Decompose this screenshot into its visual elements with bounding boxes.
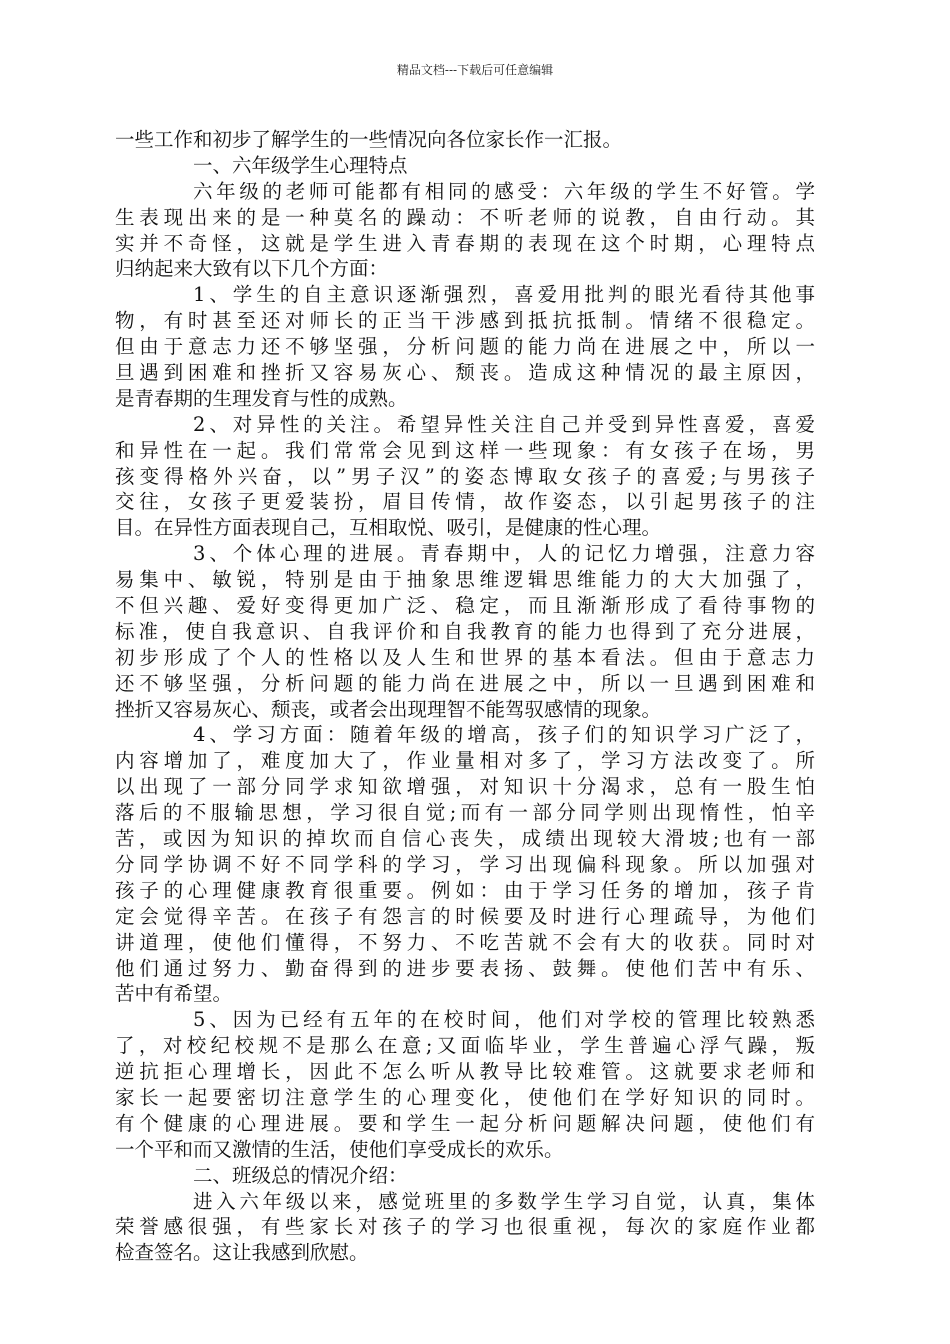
text-line: 检查签名。这让我感到欣慰。	[115, 1241, 369, 1265]
text-line: 家长一起要密切注意学生的心理变化，使他们在学好知识的同时。	[115, 1085, 815, 1109]
text-line: 5、因为已经有五年的在校时间，他们对学校的管理比较熟悉	[193, 1008, 815, 1032]
text-line: 有个健康的心理进展。要和学生一起分析问题解决问题，使他们有	[115, 1111, 815, 1135]
text-line: 落后的不服输思想，学习很自觉;而有一部分同学则出现惰性，怕辛	[115, 801, 815, 825]
text-line: 以出现了一部分同学求知欲增强，对知识十分渴求，总有一股生怕	[115, 775, 815, 799]
text-line: 挫折又容易灰心、颓丧，或者会出现理智不能驾驭感情的现象。	[115, 697, 662, 721]
text-line: 逆抗拒心理增长，因此不怎么听从教导比较难管。这就要求老师和	[115, 1060, 815, 1084]
text-line: 初步形成了个人的性格以及人生和世界的基本看法。但由于意志力	[115, 645, 815, 669]
text-line: 实并不奇怪，这就是学生进入青春期的表现在这个时期，心理特点	[115, 231, 815, 255]
text-line: 易集中、敏锐，特别是由于抽象思维逻辑思维能力的大大加强了，	[115, 568, 815, 592]
text-line: 1、学生的自主意识逐渐强烈，喜爱用批判的眼光看待其他事	[193, 283, 815, 307]
text-line: 是青春期的生理发育与性的成熟。	[115, 386, 408, 410]
text-line: 二、班级总的情况介绍：	[193, 1163, 408, 1187]
text-line: 苦中有希望。	[115, 982, 233, 1006]
text-line: 但由于意志力还不够坚强，分析问题的能力尚在进展之中，所以一	[115, 335, 815, 359]
text-line: 孩变得格外兴奋，以”男子汉”的姿态博取女孩子的喜爱;与男孩子	[115, 464, 815, 488]
text-line: 不但兴趣、爱好变得更加广泛、稳定，而且渐渐形成了看待事物的	[115, 594, 815, 618]
page-header: 精品文档---下载后可任意编辑	[396, 63, 554, 77]
text-line: 一个平和而又激情的生活，使他们享受成长的欢乐。	[115, 1137, 564, 1161]
text-line: 还不够坚强，分析问题的能力尚在进展之中，所以一旦遇到困难和	[115, 671, 815, 695]
text-line: 讲道理，使他们懂得，不努力、不吃苦就不会有大的收获。同时对	[115, 930, 815, 954]
text-line: 分同学协调不好不同学科的学习，学习出现偏科现象。所以加强对	[115, 852, 815, 876]
text-line: 4、学习方面：随着年级的增高，孩子们的知识学习广泛了，	[193, 723, 815, 747]
text-line: 一些工作和初步了解学生的一些情况向各位家长作一汇报。	[115, 128, 623, 151]
text-line: 目。在异性方面表现自己，互相取悦、吸引，是健康的性心理。	[115, 516, 662, 540]
text-line: 内容增加了，难度加大了，作业量相对多了，学习方法改变了。所	[115, 749, 815, 773]
text-line: 生表现出来的是一种莫名的躁动：不听老师的说教，自由行动。其	[115, 205, 815, 229]
text-line: 了，对校纪校规不是那么在意;又面临毕业，学生普遍心浮气躁，叛	[115, 1034, 815, 1058]
text-line: 荣誉感很强，有些家长对孩子的学习也很重视，每次的家庭作业都	[115, 1215, 815, 1239]
text-line: 进入六年级以来，感觉班里的多数学生学习自觉，认真，集体	[193, 1189, 815, 1213]
text-line: 和异性在一起。我们常常会见到这样一些现象：有女孩子在场，男	[115, 438, 815, 462]
text-line: 交往，女孩子更爱装扮，眉目传情，故作姿态，以引起男孩子的注	[115, 490, 815, 514]
text-line: 他们通过努力、勤奋得到的进步要表扬、鼓舞。使他们苦中有乐、	[115, 956, 815, 980]
text-line: 标准，使自我意识、自我评价和自我教育的能力也得到了充分进展，	[115, 619, 815, 643]
text-line: 六年级的老师可能都有相同的感受：六年级的学生不好管。学	[193, 179, 815, 203]
text-line: 3、个体心理的进展。青春期中，人的记忆力增强，注意力容	[193, 542, 815, 566]
text-line: 物，有时甚至还对师长的正当干涉感到抵抗抵制。情绪不很稳定。	[115, 309, 815, 333]
text-line: 2、对异性的关注。希望异性关注自己并受到异性喜爱，喜爱	[193, 412, 815, 436]
text-line: 孩子的心理健康教育很重要。例如：由于学习任务的增加，孩子肯	[115, 878, 815, 902]
text-line: 苦，或因为知识的掉坎而自信心丧失，成绩出现较大滑坡;也有一部	[115, 827, 815, 851]
text-line: 归纳起来大致有以下几个方面：	[115, 257, 389, 281]
text-line: 一、六年级学生心理特点	[193, 153, 408, 177]
document-body	[115, 127, 815, 1266]
text-line: 定会觉得辛苦。在孩子有怨言的时候要及时进行心理疏导，为他们	[115, 904, 815, 928]
text-line: 旦遇到困难和挫折又容易灰心、颓丧。造成这种情况的最主原因，	[115, 361, 815, 385]
